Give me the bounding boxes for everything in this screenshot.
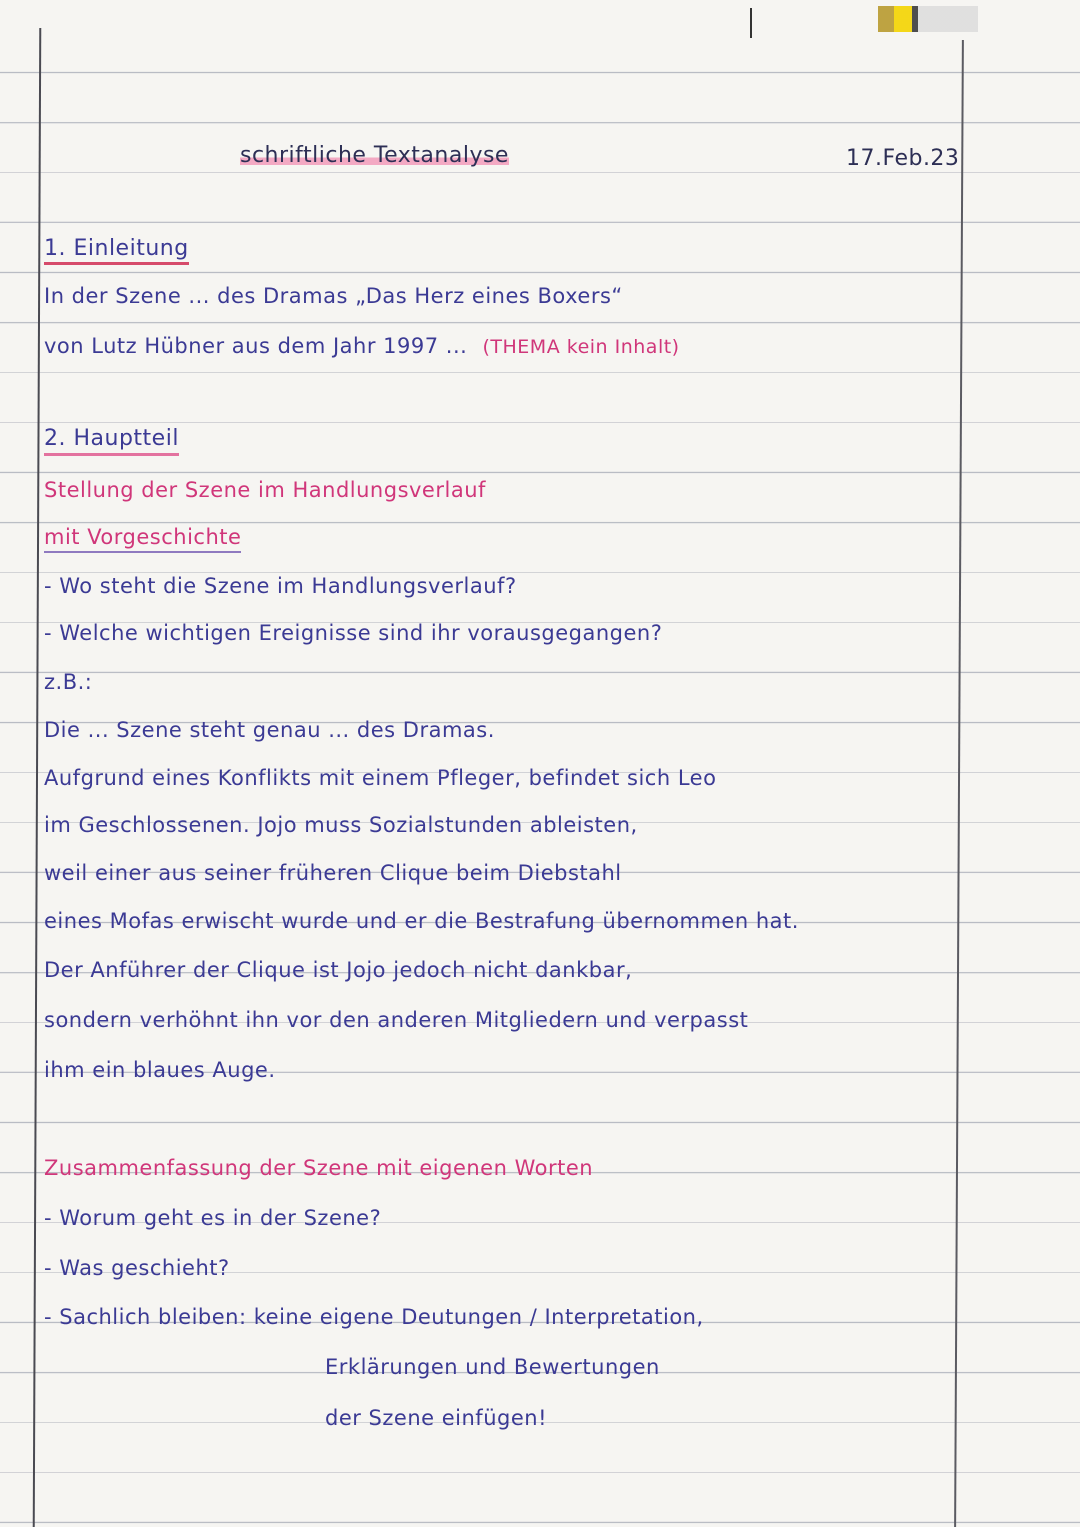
right-margin-line (954, 40, 964, 1527)
subheading-summary: Zusammenfassung der Szene mit eigenen Worten (44, 1156, 594, 1180)
page-date: 17.Feb.23 (846, 146, 960, 171)
intro-line-1: In der Szene ... des Dramas „Das Herz eines Boxers“ (44, 284, 623, 308)
subheading-position-2: mit Vorgeschichte (44, 527, 241, 548)
example-line: weil einer aus seiner früheren Clique beim Diebstahl (44, 861, 622, 885)
sticky-tab-strip (878, 6, 978, 32)
example-line: im Geschlossenen. Jojo muss Sozialstunden ableisten, (44, 813, 638, 837)
summary-question: - Was geschieht? (44, 1256, 230, 1280)
page-title: schriftliche Textanalyse (240, 143, 509, 168)
example-line: eines Mofas erwischt wurde und er die Bestrafung übernommen hat. (44, 909, 799, 933)
example-line: Aufgrund eines Konflikts mit einem Pfleger, befindet sich Leo (44, 766, 717, 790)
example-line: Der Anführer der Clique ist Jojo jedoch nicht dankbar, (44, 958, 633, 982)
left-margin-line (33, 28, 42, 1527)
summary-continuation: der Szene einfügen! (325, 1406, 547, 1430)
summary-continuation: Erklärungen und Bewertungen (325, 1355, 660, 1379)
question-line: - Wo steht die Szene im Handlungsverlauf? (44, 574, 517, 598)
example-label: z.B.: (44, 670, 93, 694)
example-line: ihm ein blaues Auge. (44, 1058, 276, 1082)
subheading-position: Stellung der Szene im Handlungsverlauf (44, 478, 486, 502)
pencil-mark (750, 8, 752, 38)
intro-line-2 (44, 336, 680, 357)
intro-line-2-text: von Lutz Hübner aus dem Jahr 1997 ... (44, 334, 468, 358)
section-heading-main: 2. Hauptteil (44, 428, 179, 450)
section-heading-intro: 1. Einleitung (44, 238, 189, 260)
intro-note: (THEMA kein Inhalt) (482, 336, 680, 358)
example-line: Die ... Szene steht genau ... des Dramas. (44, 718, 495, 742)
example-line: sondern verhöhnt ihn vor den anderen Mitgliedern und verpasst (44, 1008, 749, 1032)
summary-question: - Worum geht es in der Szene? (44, 1206, 382, 1230)
question-line: - Welche wichtigen Ereignisse sind ihr vorausgegangen? (44, 621, 663, 645)
summary-question: - Sachlich bleiben: keine eigene Deutungen / Interpretation, (44, 1305, 704, 1329)
